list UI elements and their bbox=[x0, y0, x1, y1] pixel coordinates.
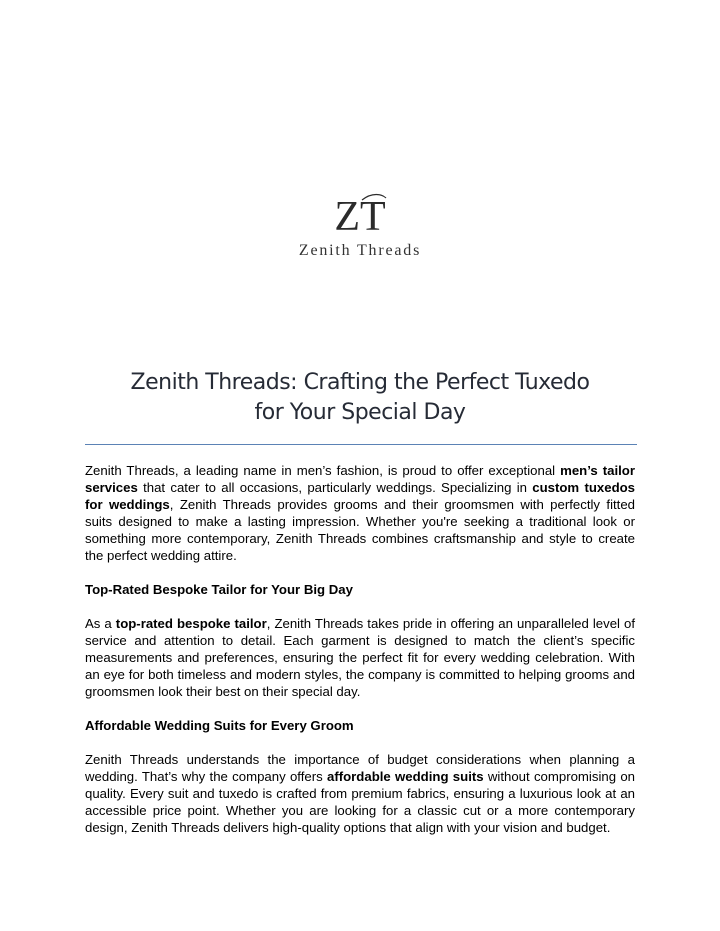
section2-bold-1: affordable wedding suits bbox=[327, 769, 484, 784]
section1-bold-1: top-rated bespoke tailor bbox=[115, 616, 267, 631]
page-title bbox=[85, 368, 635, 428]
monogram-text: ZT bbox=[334, 194, 386, 238]
section1-text-2: , Zenith Threads takes pride in offering an unparalleled level of service and attention to detail. Each garment is designed to match the client’s specific measurements and preferences, ensuring the perfect fit for every wedding celebration. With an eye for both timeless and modern styles, the company is committed to helping grooms and groomsmen look their best on their special day. bbox=[85, 616, 635, 699]
section2-text-1: Zenith Threads understands the importance of budget considerations when planning a wedding. That’s why the company offers bbox=[85, 752, 635, 784]
intro-paragraph bbox=[85, 462, 635, 564]
section2-heading: Affordable Wedding Suits for Every Groom bbox=[85, 718, 354, 733]
logo-wordmark: Zenith Threads bbox=[298, 242, 422, 259]
title-line-1: Zenith Threads: Crafting the Perfect Tuxedo bbox=[130, 370, 590, 395]
article-body bbox=[85, 462, 635, 836]
intro-text-2: that cater to all occasions, particularly weddings. Specializing in bbox=[137, 480, 533, 495]
section1-heading: Top-Rated Bespoke Tailor for Your Big Day bbox=[85, 582, 353, 597]
section1-text-1: As a bbox=[85, 616, 116, 631]
intro-bold-1: men’s tailor services bbox=[85, 463, 635, 495]
brand-logo bbox=[0, 190, 720, 260]
zt-monogram-icon bbox=[320, 190, 400, 238]
section1-paragraph bbox=[85, 615, 635, 700]
intro-text-1: Zenith Threads, a leading name in men’s fashion, is proud to offer exceptional bbox=[85, 463, 561, 478]
section2-text-2: without compromising on quality. Every suit and tuxedo is crafted from premium fabrics, ensuring a luxurious look at an accessible price point. Whether you are looking for a classic cut or a more contemporary design, Zenith Threads delivers high-quality options that align with your vision and budget. bbox=[85, 769, 635, 835]
intro-text-3: , Zenith Threads provides grooms and their groomsmen with perfectly fitted suits designed to make a lasting impression. Whether you're seeking a traditional look or something more contemporary, Zenith Threads combines craftsmanship and style to create the perfect wedding attire. bbox=[85, 497, 635, 563]
intro-bold-2: custom tuxedos for weddings bbox=[85, 480, 636, 512]
section2-paragraph bbox=[85, 751, 635, 836]
title-divider bbox=[85, 444, 637, 445]
title-line-2: for Your Special Day bbox=[254, 400, 466, 425]
